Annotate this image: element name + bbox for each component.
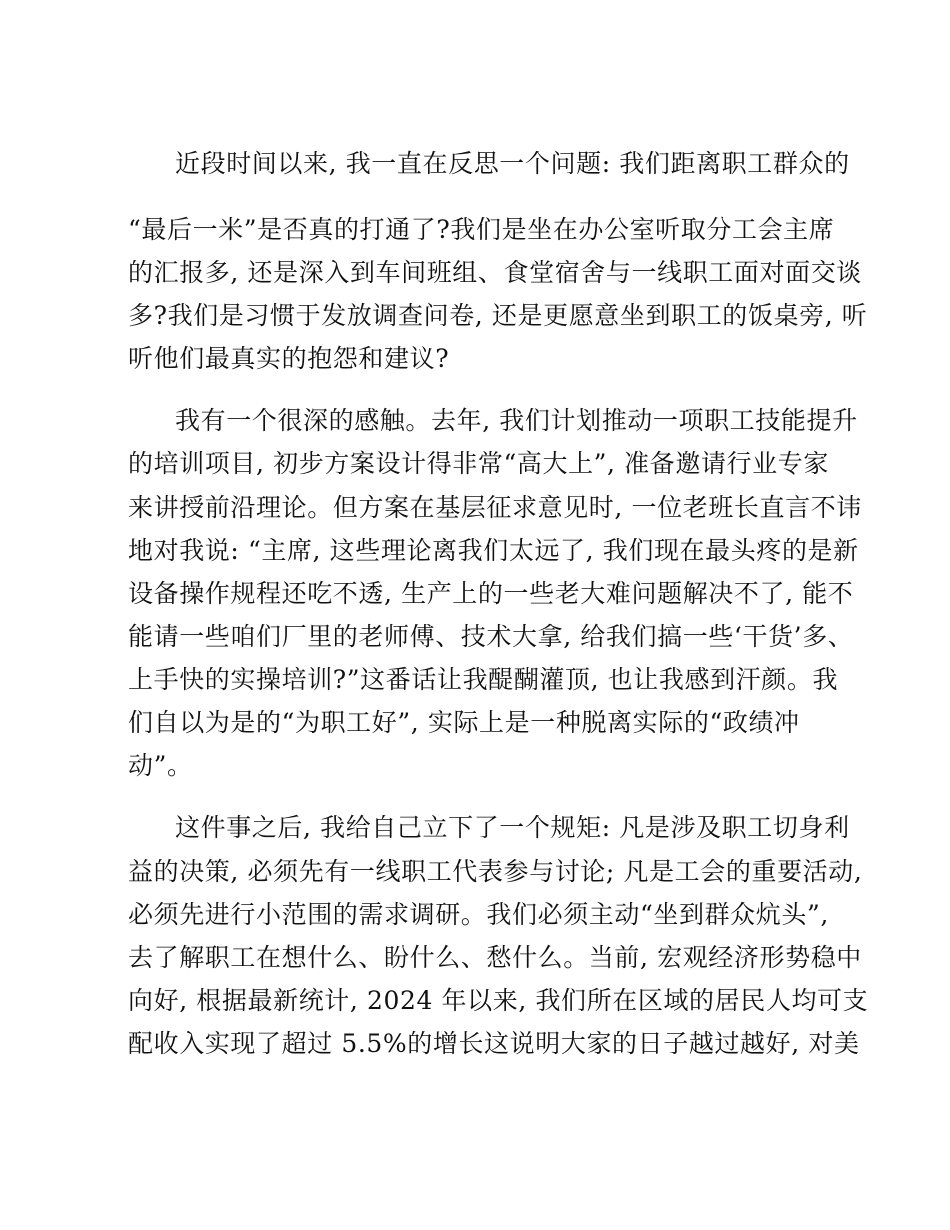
text-line: 益的决策, 必须先有一线职工代表参与讨论; 凡是工会的重要活动, [128, 857, 863, 886]
text-line: 必须先进行小范围的需求调研。我们必须主动“坐到群众炕头”, [128, 900, 829, 929]
text-line: 上手快的实操培训?”这番话让我醍醐灌顶, 也让我感到汗颜。我 [128, 665, 839, 694]
text-line: 这件事之后, 我给自己立下了一个规矩: 凡是涉及职工切身利 [175, 813, 850, 842]
text-line: 多?我们是习惯于发放调查问卷, 还是更愿意坐到职工的饭桌旁, 听 [128, 301, 868, 330]
text-line: 近段时间以来, 我一直在反思一个问题: 我们距离职工群众的 [175, 149, 850, 178]
text-line: 我有一个很深的感触。去年, 我们计划推动一项职工技能提升 [175, 406, 858, 435]
text-line: 们自以为是的“为职工好”, 实际上是一种脱离实际的“政绩冲 [128, 708, 800, 737]
text-line: 能请一些咱们厂里的老师傅、技术大拿, 给我们搞一些‘干货’多、 [128, 622, 854, 651]
text-line: 的汇报多, 还是深入到车间班组、食堂宿舍与一线职工面对面交谈 [128, 258, 862, 287]
text-line: 去了解职工在想什么、盼什么、愁什么。当前, 宏观经济形势稳中 [128, 943, 862, 972]
text-line: 听他们最真实的抱怨和建议? [128, 344, 450, 373]
text-line: “最后一米”是否真的打通了?我们是坐在办公室听取分工会主席 [128, 215, 835, 244]
text-line: 设备操作规程还吃不透, 生产上的一些老大难问题解决不了, 能不 [128, 579, 854, 608]
text-line: 来讲授前沿理论。但方案在基层征求意见时, 一位老班长直言不讳 [128, 493, 862, 522]
text-line: 地对我说: “主席, 这些理论离我们太远了, 我们现在最头疼的是新 [128, 536, 859, 565]
text-line: 配收入实现了超过 5.5%的增长这说明大家的日子越过越好, 对美 [128, 1029, 860, 1058]
text-line: 动”。 [128, 751, 193, 780]
text-line: 的培训项目, 初步方案设计得非常“高大上”, 准备邀请行业专家 [128, 449, 829, 478]
text-line: 向好, 根据最新统计, 2024 年以来, 我们所在区域的居民人均可支 [128, 986, 869, 1015]
